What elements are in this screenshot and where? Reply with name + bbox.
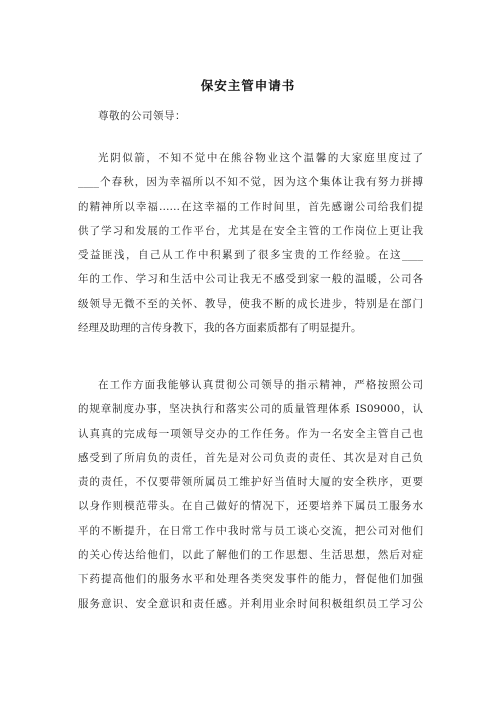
paragraph-line: 下药提高他们的服务水平和处理各类突发事件的能力，督促他们加强 <box>78 573 423 586</box>
paragraph-line: 感受到了所肩负的责任，首先是对公司负责的责任、其次是对自己负 <box>78 451 423 464</box>
document-title: 保安主管申请书 <box>200 78 296 93</box>
paragraph-line: 平的不断提升，在日常工作中我时常与员工谈心交流，把公司对他们 <box>78 524 423 537</box>
paragraph-line: 供了学习和发展的工作平台，尤其是在安全主管的工作岗位上更让我 <box>78 224 423 237</box>
paragraph-line: 在工作方面我能够认真贯彻公司领导的指示精神，严格按照公司 <box>98 379 423 391</box>
paragraph-line: 级领导无微不至的关怀、教导，使我不断的成长进步，特别是在部门 <box>78 297 423 310</box>
paragraph-2 <box>78 373 423 616</box>
paragraph-line: 的关心传达给他们，以此了解他们的工作思想、生活思想，然后对症 <box>78 549 423 562</box>
paragraph-line: 经理及助理的言传身教下，我的各方面素质都有了明显提升。 <box>78 322 362 335</box>
paragraph-line: ____个春秋，因为幸福所以不知不觉，因为这个集体让我有努力拼搏 <box>78 176 423 189</box>
salutation: 尊敬的公司领导： <box>98 110 186 122</box>
paragraph-line: 的精神所以幸福……在这幸福的工作时间里，首先感谢公司给我们提 <box>78 200 423 213</box>
paragraph-line: 年的工作、学习和生活中公司让我无不感受到家一般的温暖，公司各 <box>78 273 423 286</box>
paragraph-line: 以身作则模范带头。在自己做好的情况下，还要培养下属员工服务水 <box>78 500 423 513</box>
paragraph-line: 光阴似箭，不知不觉中在熊谷物业这个温馨的大家庭里度过了 <box>98 152 423 164</box>
paragraph-line: 认真真的完成每一项领导交办的工作任务。作为一名安全主管自己也 <box>78 427 423 440</box>
paragraph-line: 服务意识、安全意识和责任感。并利用业余时间积极组织员工学习公 <box>78 597 423 610</box>
paragraph-line: 的规章制度办事，坚决执行和落实公司的质量管理体系 IS09000，认 <box>78 403 423 416</box>
paragraph-line: 责的责任，不仅要带领所属员工维护好当值时大厦的安全秩序，更要 <box>78 476 423 489</box>
paragraph-1 <box>78 146 423 340</box>
paragraph-line: 受益匪浅，自己从工作中积累到了很多宝贵的工作经验。在这____ <box>78 249 423 262</box>
